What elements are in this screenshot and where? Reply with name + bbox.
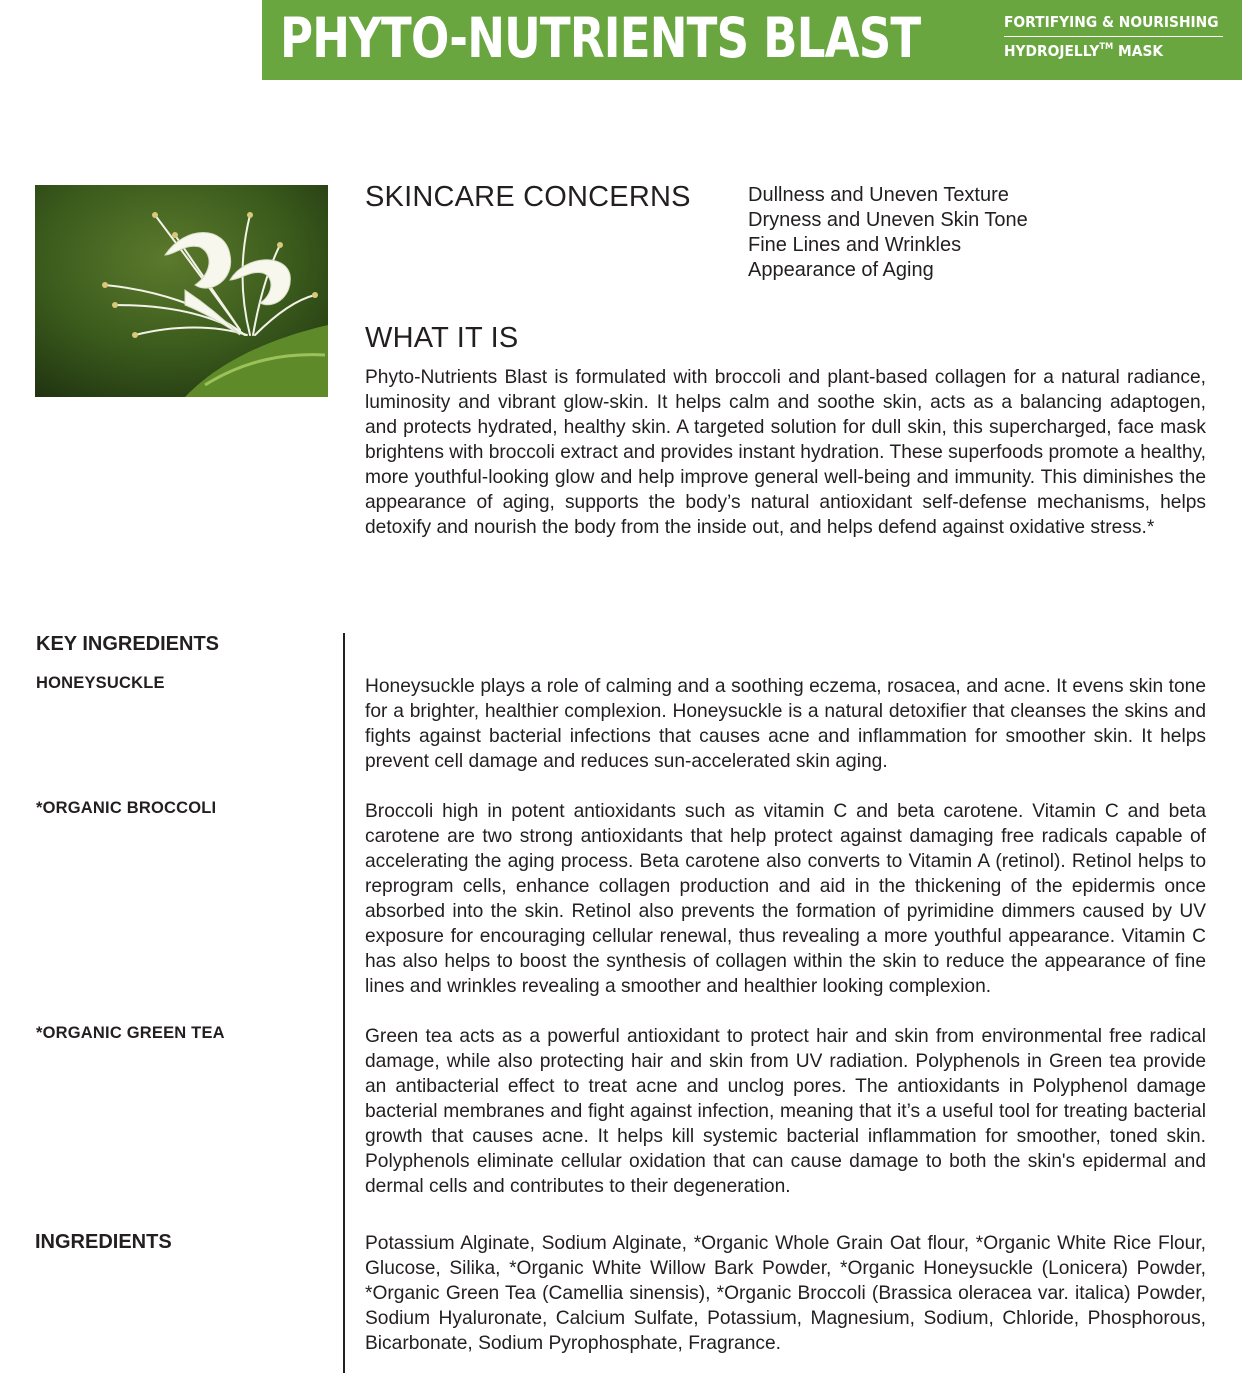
skincare-concerns-heading: SKINCARE CONCERNS	[365, 181, 691, 213]
what-it-is-heading: WHAT IT IS	[365, 322, 519, 354]
ingredient-name-honeysuckle: HONEYSUCKLE	[36, 674, 165, 692]
product-title: PHYTO-NUTRIENTS BLAST	[280, 6, 921, 70]
ingredient-text-broccoli: Broccoli high in potent antioxidants such as vitamin C and beta carotene. Vitamin C and beta carotene are two strong antioxidants that help protect against damaging free radicals capable of accelerating the aging process. Beta carotene also converts to Vitamin A (retinol). Retinol helps to reprogram cells, enhance collagen production and aid in the thickening of the epidermis once absorbed into the skin. Retinol also prevents the formation of pyrimidine dimmers caused by UV exposure for encouraging cellular renewal, thus revealing a more youthful appearance. Vitamin C has also helps to boost the synthesis of collagen within the skin to reduce the appearance of fine lines and wrinkles revealing a smoother and healthier looking complexion.	[365, 801, 1206, 997]
honeysuckle-photo	[35, 185, 328, 397]
trademark-mark: TM	[1099, 42, 1114, 52]
what-it-is-text: Phyto-Nutrients Blast is formulated with broccoli and plant-based collagen for a natural radiance, luminosity and vibrant glow-skin. It helps calm and soothe skin, acts as a balancing adaptogen, and protects hydrated, healthy skin. A targeted solution for dull skin, this supercharged, face mask brightens with broccoli extract and provides instant hydration. These superfoods promote a healthy, more youthful-looking glow and help improve general well-being and immunity. This diminishes the appearance of aging, supports the body’s natural antioxidant self-defense mechanisms, helps detoxify and nourish the body from the inside out, and helps defend against oxidative stress.*	[365, 367, 1206, 538]
ingredients-heading: INGREDIENTS	[35, 1231, 172, 1253]
column-divider	[343, 633, 345, 1373]
skincare-concerns-list	[748, 183, 1028, 283]
subtitle-line-2-prefix: HYDROJELLY	[1004, 42, 1100, 60]
subtitle-line-2	[1004, 37, 1223, 65]
ingredient-text-honeysuckle: Honeysuckle plays a role of calming and a soothing eczema, rosacea, and acne. It evens skin tone for a brighter, healthier complexion. Honeysuckle is a natural detoxifier that cleanses the skins and fights against bacterial infections that causes acne and inflammation for smoother skin. It helps prevent cell damage and reduces sun-accelerated skin aging.	[365, 676, 1206, 772]
honeysuckle-flower-image	[35, 185, 328, 397]
subtitle-line-2-suffix: MASK	[1113, 42, 1164, 60]
title-banner	[262, 0, 1242, 80]
subtitle-line-1: FORTIFYING & NOURISHING	[1004, 8, 1223, 37]
concern-item: Appearance of Aging	[748, 259, 934, 281]
ingredient-name-green-tea: *ORGANIC GREEN TEA	[36, 1024, 225, 1042]
product-subtitle	[1004, 8, 1242, 65]
concern-item: Dullness and Uneven Texture	[748, 184, 1009, 206]
concern-item: Dryness and Uneven Skin Tone	[748, 209, 1028, 231]
ingredient-text-green-tea: Green tea acts as a powerful antioxidant to protect hair and skin from environmental free radical damage, while also protecting hair and skin from UV radiation. Polyphenols in Green tea provide an antibacterial effect to treat acne and unclog pores. The antioxidants in Polyphenol damage bacterial membranes and fight against infection, meaning that it’s a useful tool for treating bacterial growth that causes acne. It helps kill systemic bacterial inflammation for smoother, toned skin. Polyphenols eliminate cellular oxidation that can cause damage to both the skin's epidermal and dermal cells and contributes to their degeneration.	[365, 1026, 1206, 1197]
ingredients-text: Potassium Alginate, Sodium Alginate, *Organic Whole Grain Oat flour, *Organic White Rice Flour, Glucose, Silika, *Organic White Willow Bark Powder, *Organic Honeysuckle (Lonicera) Powder, *Organic Green Tea (Camellia sinensis), *Organic Broccoli (Brassica oleracea var. italica) Powder, Sodium Hyaluronate, Calcium Sulfate, Potassium, Magnesium, Sodium, Chloride, Phosphorous, Bicarbonate, Sodium Pyrophosphate, Fragrance.	[365, 1233, 1206, 1354]
ingredient-name-broccoli: *ORGANIC BROCCOLI	[36, 799, 217, 817]
key-ingredients-heading: KEY INGREDIENTS	[36, 633, 219, 655]
concern-item: Fine Lines and Wrinkles	[748, 234, 962, 256]
